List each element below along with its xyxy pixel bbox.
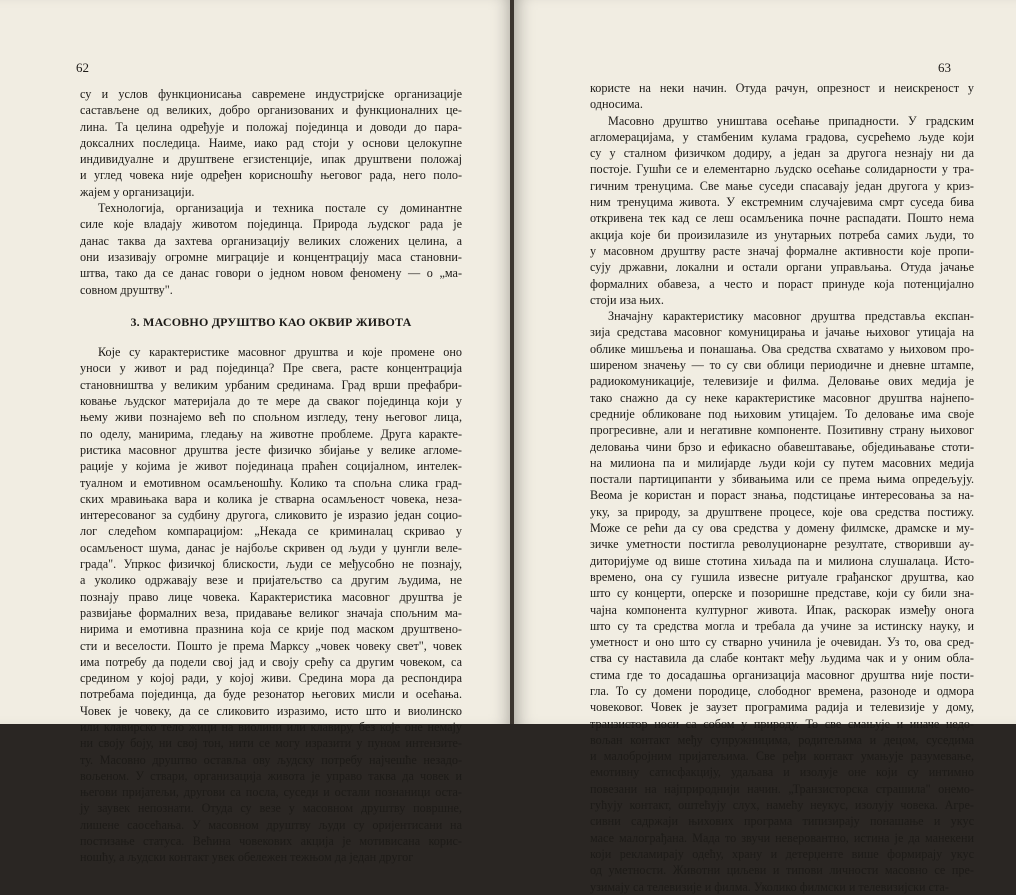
text-line: масе малограђана. Мада то звучи неверовантно, истина је да манекени: [590, 830, 974, 845]
text-line: од уметности. Животни циљеви и типови личности масовно се пре-: [590, 863, 974, 878]
text-line: диторијуме од више стотина хиљада па и милиона слушалаца. Исто-: [590, 553, 974, 568]
text-line: су у сталном физичком додиру, а један за другога незнају ни да: [590, 146, 974, 161]
text-line: чајна компонента културног живота. Ипак, раскорак између онога: [590, 602, 974, 617]
text-line: уноси у живот и рад појединца? Пре свега, расте концентрација: [80, 361, 462, 376]
text-line: лишене саосећања. У масовном друштву људи су оријентисани на: [80, 817, 462, 832]
text-line: ју заувек непознати. Отуда су везе у масовном друштву површне,: [80, 801, 462, 816]
text-line: постизање статуса. Већина човекових акција је мотивисана корис-: [80, 834, 462, 849]
text-line: што су та средства могла и требала да учине за истинску науку, и: [590, 618, 974, 633]
text-line: совном друштву".: [80, 282, 173, 297]
text-line: развијање формалних веза, придавање великог значаја спољним ма-: [80, 605, 462, 620]
text-line: узимају са телевизије и филма. Уколико филмски и телевизијски ста-: [590, 879, 949, 894]
right-page: [514, 0, 1016, 894]
text-line: Човек је човеку, да се сликовито изразимо, исто што и виолинско: [80, 703, 462, 718]
text-line: уметност и оно што су стварно учинила је очевидан. Уз то, ова сред-: [590, 635, 974, 650]
text-line: ковање људског материјала до те мере да сваког појединца који у: [80, 394, 462, 409]
text-line: повезани на најприроднији начин. „Транзисторска страшила" онемо-: [590, 781, 974, 796]
text-line: Може се рећи да су ова средства у домену филмске, драмске и му-: [590, 521, 974, 536]
right-page-text: [590, 80, 974, 895]
text-line: човековог. Човек је заузет програмима радија и телевизије у дому,: [590, 700, 974, 715]
text-line: гла. То су домени породице, слободног времена, разоноде и одмора: [590, 683, 974, 698]
text-line: формалних обавеза, а често и пораст принуде која потенцијално: [590, 276, 974, 291]
text-line: њему живи познајемо већ по спољном изгледу, тену његовог лица,: [80, 410, 462, 425]
text-line: односима.: [590, 97, 643, 112]
text-line: Које су карактеристике масовног друштва и које промене оно: [98, 345, 462, 360]
text-line: доксалних последица. Наиме, иако рад стоји у основи целокупне: [80, 135, 462, 150]
text-line: радиокомуникације, телевизије и филма. Деловање ових медија је: [590, 374, 974, 389]
text-line: средније обликоване под њиховим утицајем. То деловање има своје: [590, 406, 974, 421]
text-line: Масовно друштво уништава осећање припадности. У градским: [608, 113, 974, 128]
text-line: или клавирско тело жици на виолини или клавиру, без које оне немају: [80, 719, 462, 734]
text-line: који рекламирају одећу, храну и детерџенте више формирају укус: [590, 846, 974, 861]
text-line: зија средстава масовног комуницирања и јачање њиховог утицаја на: [590, 325, 974, 340]
text-line: лог следећом компарацијом: „Некада се криминалац скривао у: [80, 524, 462, 539]
text-line: транзистор носи са собом у природу. То све смањује и иначе недо-: [590, 716, 974, 731]
text-line: у масовном друштву расте значај формалне активности које пропи-: [590, 243, 974, 258]
text-line: тако снажно да су неке карактеристике масовног друштва најнепо-: [590, 390, 974, 405]
text-line: ства су наставила да слабе контакт међу људима чак и у оним обла-: [590, 651, 974, 666]
text-line: а уколико одржавају везе и пријатељство са другим људима, не: [80, 573, 462, 588]
text-line: времено, она су гушила извесне ритуале грађанског друштва, као: [590, 569, 974, 584]
text-line: састављене од великих, добро организованих и функционалних це-: [80, 103, 462, 118]
text-line: они изазивају огромне миграције и концентрацију маса становни-: [80, 249, 462, 264]
text-line: стима где то досадашња организација масовног друштва није пости-: [590, 667, 974, 682]
text-line: сивни садржаји њихових програма типизирају понашање и укус: [590, 814, 974, 829]
text-line: његови пријатељи, другови са посла, суседи и остали познаници оста-: [80, 785, 462, 800]
text-line: индивидуалне и друштвене егзистенције, ипак друштвени положај: [80, 152, 462, 167]
paragraph-6: [590, 308, 974, 895]
text-line: на милиона па и милијарде људи који су путем масовних медија: [590, 455, 974, 470]
text-line: рације у којима је живот појединаца праћен социјалном, интелек-: [80, 459, 462, 474]
text-line: штва, тако да се данас говори о једном новом феномену — о „ма-: [80, 266, 462, 281]
text-line: данас таква да захтева организацију великих сложених целина, а: [80, 233, 462, 248]
text-line: уку, за природу, за друштвене процесе, које ова средства постижу.: [590, 504, 974, 519]
text-line: зичке уметности постигла револуционарне резултате, створивши ау-: [590, 537, 974, 552]
left-page: [0, 0, 512, 865]
text-line: емотивну сатисфакцију, удаљава и изолује оне који су интимно: [590, 765, 974, 780]
text-line: осамљеност шума, данас је најбоље скривен од људи у џунгли веле-: [80, 540, 462, 555]
text-line: су и услов функционисања савремене индустријске организације: [80, 87, 462, 101]
text-line: познају право лице човека. Карактеристика масовног друштва је: [80, 589, 462, 604]
text-line: вољан контакт међу супружницима, родитељима и децом, суседима: [590, 732, 974, 747]
text-line: Веома је користан и пораст знања, подстицање интересовања за на-: [590, 488, 974, 503]
text-line: града". Упркос физичкој блискости, људи се међусобно не познају,: [80, 557, 462, 572]
text-line: и углед човека није одређен корисношћу његовог рада, него поло-: [80, 168, 462, 183]
text-line: откривена тек кад се леш осамљеника почне распадати. Пошто нема: [590, 211, 974, 226]
text-line: ту. Масовно друштво оставља ову људску потребу најчешће незадо-: [80, 752, 462, 767]
paragraph-5: [590, 113, 974, 309]
section-heading: 3. МАСОВНО ДРУШТВО КАО ОКВИР ЖИВОТА: [130, 314, 412, 329]
paragraph-4: [590, 80, 974, 113]
text-line: гућују контакт, оштећују слух, намећу неукус, изолују човека. Агре-: [590, 798, 974, 813]
text-line: ристика масовног друштва јесте физичко збијање у велике агломе-: [80, 442, 462, 457]
left-page-text: [80, 86, 462, 866]
paragraph-1: [80, 86, 462, 200]
paragraph-3: [80, 344, 462, 866]
text-line: становништва у великим урбаним срединама. Град врши префабри-: [80, 377, 462, 392]
text-line: интересованог за судбину другога, сликовито је изразио један социо-: [80, 508, 462, 523]
text-line: акција које би произилазиле из унутарњих потреба самих људи, то: [590, 227, 974, 242]
page-number-left: 62: [76, 60, 89, 75]
page-number-right: 63: [938, 60, 951, 75]
text-line: ним тренуцима живота. У екстремним случајевима смрт суседа бива: [590, 195, 974, 210]
text-line: гичним тренуцима. Све мање суседи спасавају један другога у криз-: [590, 178, 974, 193]
text-line: потребама појединца, да буде резонатор његових мисли и осећања.: [80, 687, 462, 702]
text-line: туалном и емотивном осамљеношћу. Колико та спољна слика град-: [80, 475, 462, 490]
text-line: Значајну карактеристику масовног друштва представља експан-: [608, 309, 974, 324]
text-line: сују државни, локални и остали органи управљања. Отуда јачање: [590, 260, 974, 275]
text-line: прогресивне, али и негативне компоненте. Позитивну страну њиховог: [590, 423, 974, 438]
text-line: стоји иза њих.: [590, 292, 664, 307]
text-line: нирима и емотивна празнина која се крије под маском друштвено-: [80, 622, 462, 637]
text-line: облике мишљења и понашања. Ова средства схватамо у њиховом про-: [590, 341, 974, 356]
text-line: ни своју боју, ни свој тон, нити се могу изразити у пуном интензите-: [80, 736, 462, 751]
text-line: Технологија, организација и техника постале су доминантне: [98, 201, 462, 216]
text-line: по оделу, манирима, гледању на животне проблеме. Друга каракте-: [80, 426, 462, 441]
text-line: користе на неки начин. Отуда рачун, опрезност и неискреност у: [590, 81, 974, 95]
text-line: агломерацијама, у стамбеним кулама градова, сусрећемо људе који: [590, 129, 974, 144]
text-line: лина. Та целина одређује и положај појединца и доводи до пара-: [80, 119, 462, 134]
paragraph-2: [80, 200, 462, 298]
text-line: вољеном. У ствари, организација живота је управо таква да човек и: [80, 768, 462, 783]
text-line: силе које владају животом појединца. Природа људског рада је: [80, 217, 462, 232]
text-line: што су концерти, оперске и позоришне представе, који су били зна-: [590, 586, 974, 601]
text-line: деловања чини брзо и ефикасно обавештавање, обједињавање стоти-: [590, 439, 974, 454]
text-line: ширеном значењу — то су сви облици периодичне и дневне штампе,: [590, 358, 974, 373]
text-line: постоје. Гушћи се и елементарно људско осећање солидарности у тра-: [590, 162, 974, 177]
text-line: ских мравињака вара и колика је стварна осамљеност човека, неза-: [80, 491, 462, 506]
text-line: средином у којој ради, у којој живи. Средина мора да респондира: [80, 671, 462, 686]
text-line: постали партиципанти у збивањима или се према њима опредељују.: [590, 472, 974, 487]
text-line: сти и веселости. Пошто је према Марксу „човек човеку свет", човек: [80, 638, 462, 653]
text-line: ношћу, а људски контакт увек обележен тежњом да један другог: [80, 850, 414, 865]
text-line: и малобројним пријатељима. Све ређи контакт умањује разумевање,: [590, 749, 974, 764]
text-line: жајем у организацији.: [80, 184, 195, 199]
text-line: има потребу да подели свој јад и своју срећу са другим човеком, са: [80, 654, 462, 669]
